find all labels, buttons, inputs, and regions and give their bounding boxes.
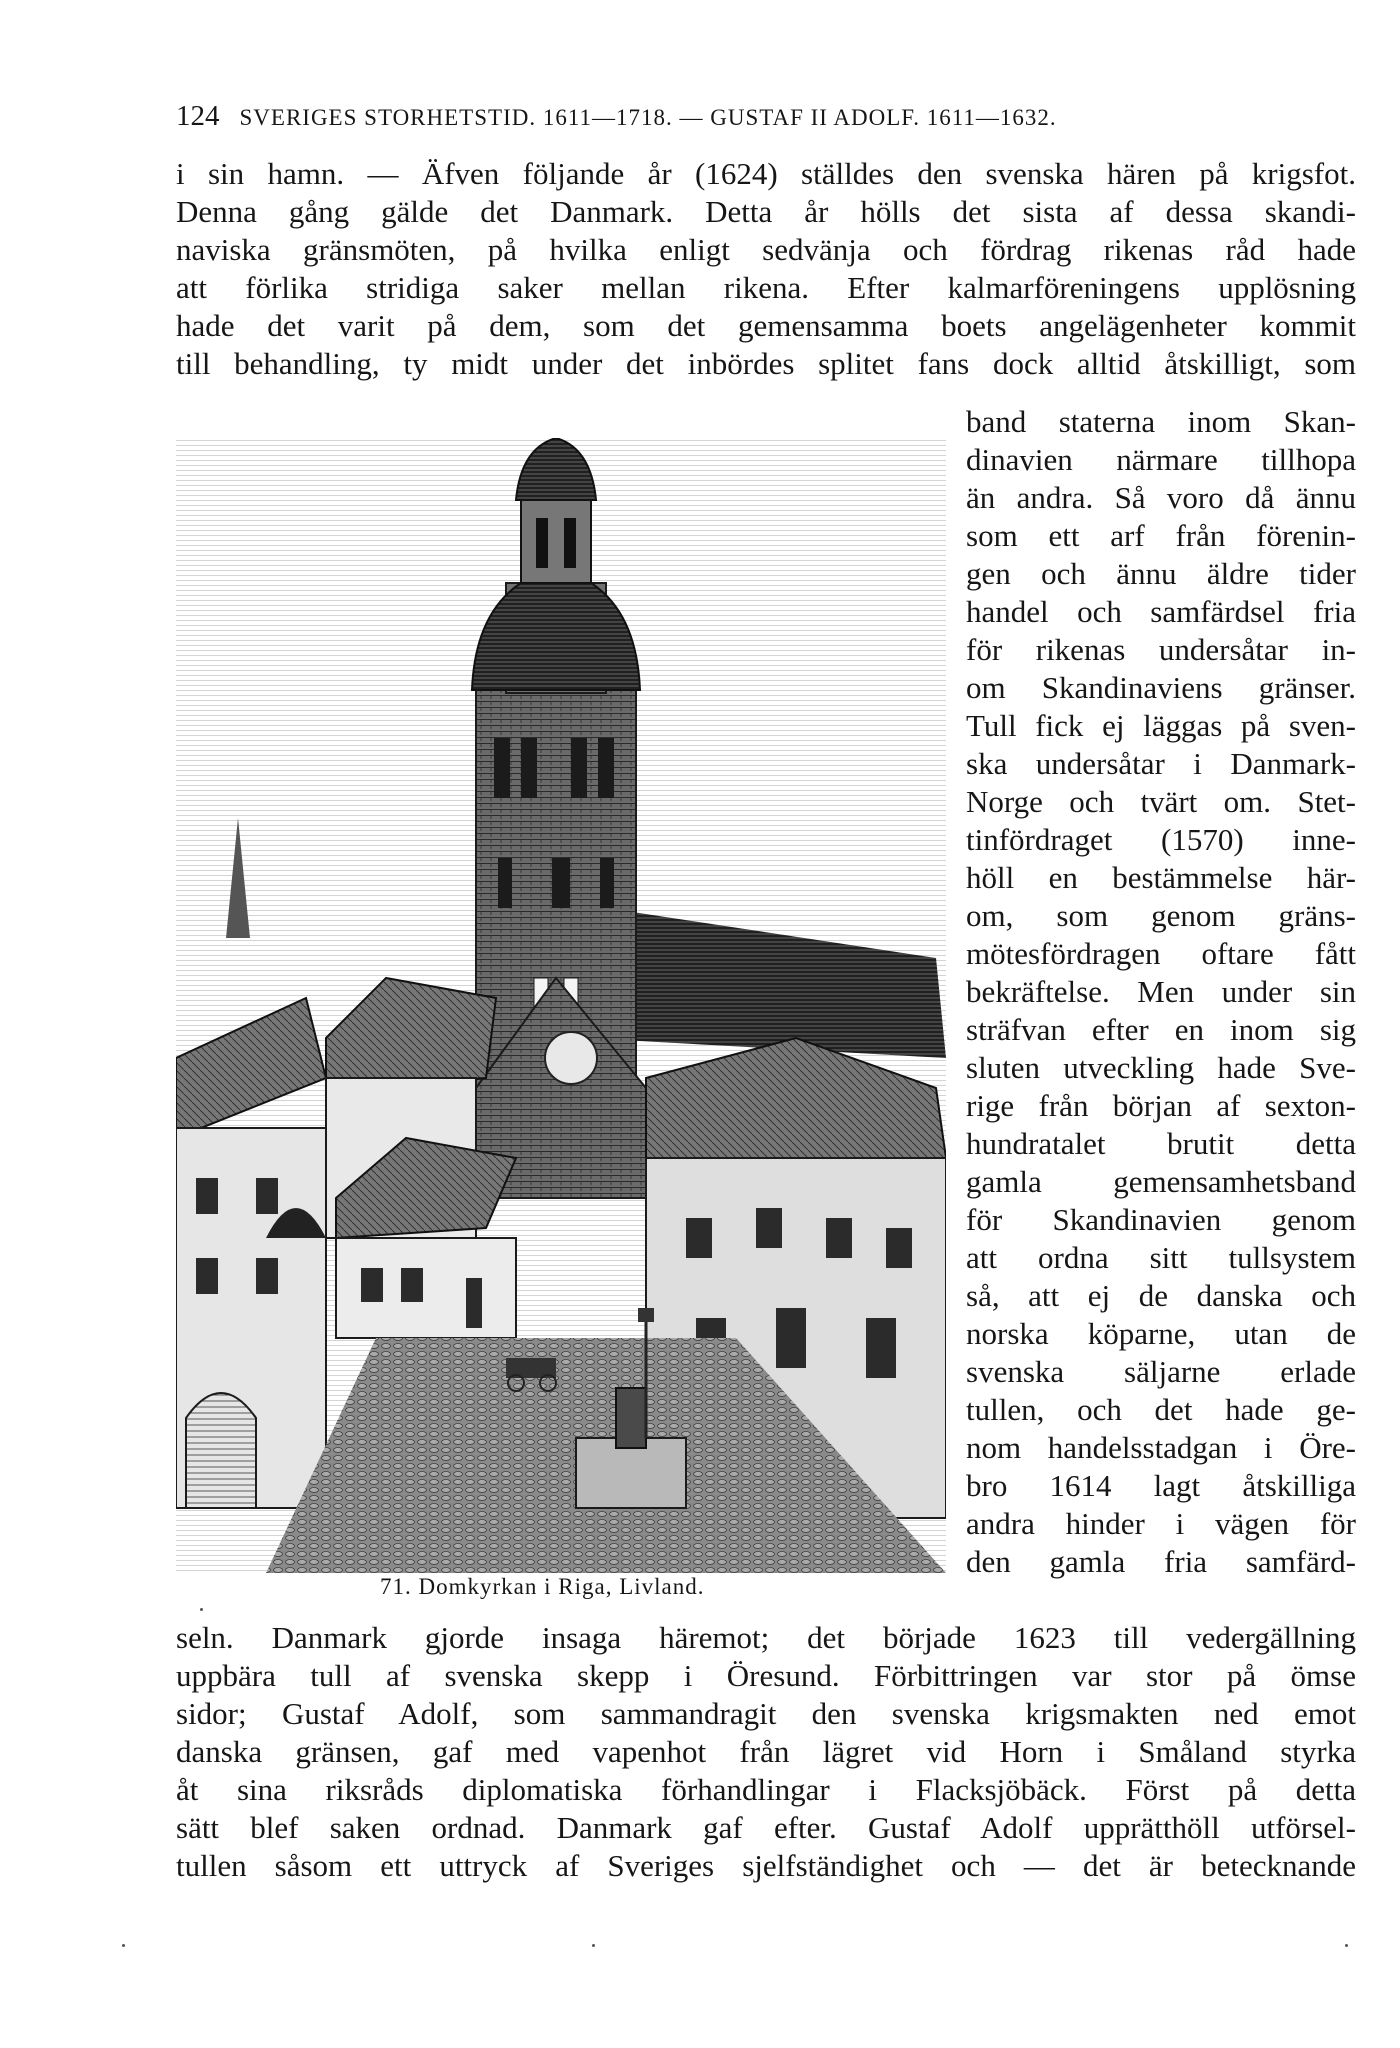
text-line: bekräftelse. Men under sin — [966, 974, 1356, 1009]
text-line: danska gränsen, gaf med vapenhot från lägret vid Horn i Småland styrka — [176, 1734, 1356, 1769]
text-line: tullen, och det hade ge- — [966, 1392, 1356, 1427]
text-line: att förlika stridiga saker mellan rikena. Efter kalmarföreningens upplösning — [176, 270, 1356, 305]
text-line: sidor; Gustaf Adolf, som sammandragit den svenska krigsmakten ned emot — [176, 1696, 1356, 1731]
text-line: hundratalet brutit detta — [966, 1126, 1356, 1161]
text-line: till behandling, ty midt under det inbördes splitet fans dock alltid åtskilligt, som — [176, 346, 1356, 381]
text-line: den gamla fria samfärd- — [966, 1544, 1356, 1579]
text-line: om, som genom gräns- — [966, 898, 1356, 933]
lantern — [521, 498, 591, 583]
text-line: Denna gång gälde det Danmark. Detta år hölls det sista af dessa skandi- — [176, 194, 1356, 229]
text-line: mötesfördragen oftare fått — [966, 936, 1356, 971]
text-line: ska undersåtar i Danmark- — [966, 746, 1356, 781]
text-line: sluten utveckling hade Sve- — [966, 1050, 1356, 1085]
text-line: åt sina riksråds diplomatiska förhandlingar i Flacksjöbäck. Först på detta — [176, 1772, 1356, 1807]
text-line: sätt blef saken ordnad. Danmark gaf efter. Gustaf Adolf upprätthöll utförsel- — [176, 1810, 1356, 1845]
text-line: gen och ännu äldre tider — [966, 556, 1356, 591]
text-line: så, att ej de danska och — [966, 1278, 1356, 1313]
text-line: uppbära tull af svenska skepp i Öresund. Förbittringen var stor på ömse — [176, 1658, 1356, 1693]
scan-speck — [1345, 1944, 1348, 1947]
text-line: bro 1614 lagt åtskilliga — [966, 1468, 1356, 1503]
text-line: norska köparne, utan de — [966, 1316, 1356, 1351]
text-line: än andra. Så voro då ännu — [966, 480, 1356, 515]
well-statue — [616, 1388, 646, 1448]
riga-cathedral-engraving — [176, 438, 946, 1573]
text-line: handel och samfärdsel fria — [966, 594, 1356, 629]
scan-speck — [200, 1608, 203, 1611]
figure-caption: 71. Domkyrkan i Riga, Livland. — [380, 1574, 705, 1599]
rose-window — [545, 1032, 597, 1084]
text-line: om Skandinaviens gränser. — [966, 670, 1356, 705]
text-line: tinfördraget (1570) inne- — [966, 822, 1356, 857]
scan-speck — [592, 1944, 595, 1947]
text-line: Tull fick ej läggas på sven- — [966, 708, 1356, 743]
text-line: naviska gränsmöten, på hvilka enligt sedvänja och fördrag rikenas råd hade — [176, 232, 1356, 267]
text-line: för Skandinavien genom — [966, 1202, 1356, 1237]
text-line: rige från början af sexton- — [966, 1088, 1356, 1123]
left-arch — [186, 1393, 256, 1508]
text-line: dinavien närmare tillhopa — [966, 442, 1356, 477]
figure-engraving — [176, 438, 946, 1573]
text-line: seln. Danmark gjorde insaga häremot; det började 1623 till vedergällning — [176, 1620, 1356, 1655]
text-line: nom handelsstadgan i Öre- — [966, 1430, 1356, 1465]
text-line: höll en bestämmelse här- — [966, 860, 1356, 895]
scan-speck — [122, 1944, 125, 1947]
running-head — [176, 100, 1356, 134]
text-line: för rikenas undersåtar in- — [966, 632, 1356, 667]
text-line: tullen såsom ett uttryck af Sveriges sjelfständighet och — det är betecknande — [176, 1848, 1356, 1883]
text-line: svenska säljarne erlade — [966, 1354, 1356, 1389]
running-title: SVERIGES STORHETSTID. 1611—1718. — GUSTAF II ADOLF. 1611—1632. — [239, 105, 1057, 130]
text-line: andra hinder i vägen för — [966, 1506, 1356, 1541]
text-line: gamla gemensamhetsband — [966, 1164, 1356, 1199]
text-line: i sin hamn. — Äfven följande år (1624) ställdes den svenska hären på krigsfot. — [176, 156, 1356, 191]
page-number: 124 — [176, 100, 220, 132]
text-line: band staterna inom Skan- — [966, 404, 1356, 439]
text-line: som ett arf från förenin- — [966, 518, 1356, 553]
text-line: att ordna sitt tullsystem — [966, 1240, 1356, 1275]
text-line: sträfvan efter en inom sig — [966, 1012, 1356, 1047]
text-line: Norge och tvärt om. Stet- — [966, 784, 1356, 819]
text-line: hade det varit på dem, som det gemensamma boets angelägenheter kommit — [176, 308, 1356, 343]
